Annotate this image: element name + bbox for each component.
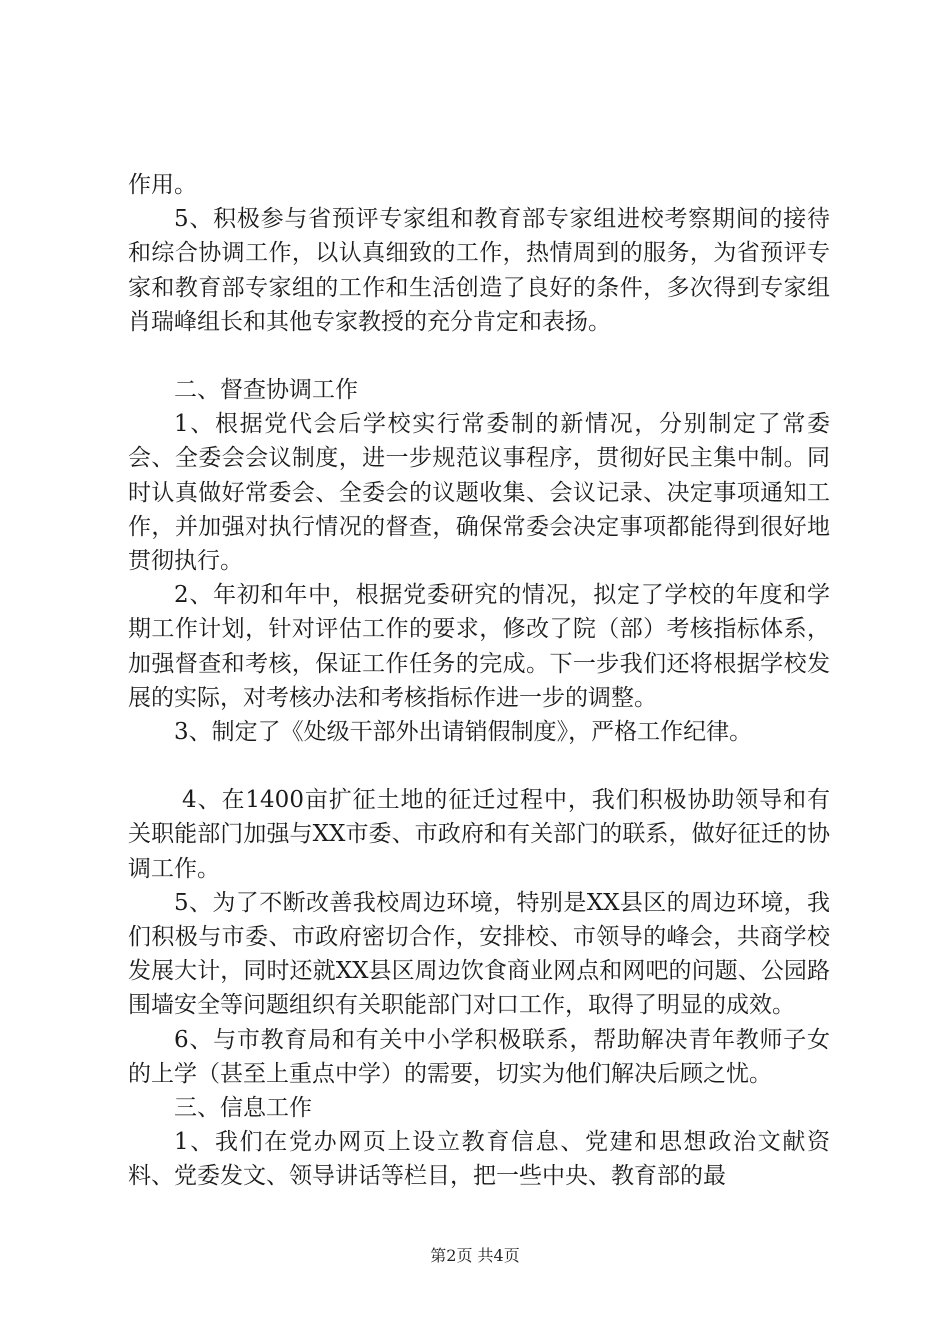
paragraph-item-5: 5、积极参与省预评专家组和教育部专家组进校考察期间的接待和综合协调工作，以认真细致的工作，热情周到的服务，为省预评专家和教育部专家组的工作和生活创造了良好的条件，多次得到专家组肖瑞峰组长和其他专家教授的充分肯定和表扬。: [128, 206, 830, 335]
paragraph-supervision-3: 3、制定了《处级干部外出请销假制度》，严格工作纪律。: [174, 719, 753, 746]
paragraph-supervision-1: 1、根据党代会后学校实行常委制的新情况，分别制定了常委会、全委会会议制度，进一步规范议事程序，贯彻好民主集中制。同时认真做好常委会、全委会的议题收集、会议记录、决定事项通知工作，并加强对执行情况的督查，确保常委会决定事项都能得到很好地贯彻执行。: [128, 411, 830, 575]
page-number-footer: 第2页 共4页: [430, 1246, 520, 1265]
paragraph-gap: [128, 749, 830, 783]
paragraph-gap: [128, 339, 830, 373]
document-body: [128, 168, 830, 1194]
paragraph-information-1: 1、我们在党办网页上设立教育信息、党建和思想政治文献资料、党委发文、领导讲话等栏目，把一些中央、教育部的最: [128, 1129, 830, 1190]
paragraph-supervision-5: 5、为了不断改善我校周边环境，特别是XX县区的周边环境，我们积极与市委、市政府密切合作，安排校、市领导的峰会，共商学校发展大计，同时还就XX县区周边饮食商业网点和网吧的问题、公园路围墙安全等问题组织有关职能部门对口工作，取得了明显的成效。: [128, 889, 830, 1019]
section-heading-information: 三、信息工作: [174, 1095, 312, 1122]
paragraph-supervision-6: 6、与市教育局和有关中小学积极联系，帮助解决青年教师子女的上学（甚至上重点中学）的需要，切实为他们解决后顾之忧。: [128, 1026, 830, 1087]
paragraph-continuation: 作用。: [128, 172, 197, 198]
paragraph-supervision-2: 2、年初和年中，根据党委研究的情况，拟定了学校的年度和学期工作计划，针对评估工作的要求，修改了院（部）考核指标体系，加强督查和考核，保证工作任务的完成。下一步我们还将根据学校发展的实际，对考核办法和考核指标作进一步的调整。: [128, 582, 830, 711]
section-heading-supervision: 二、督查协调工作: [174, 377, 358, 404]
paragraph-supervision-4: 4、在1400亩扩征土地的征迁过程中，我们积极协助领导和有关职能部门加强与XX市委、市政府和有关部门的联系，做好征迁的协调工作。: [128, 787, 830, 882]
